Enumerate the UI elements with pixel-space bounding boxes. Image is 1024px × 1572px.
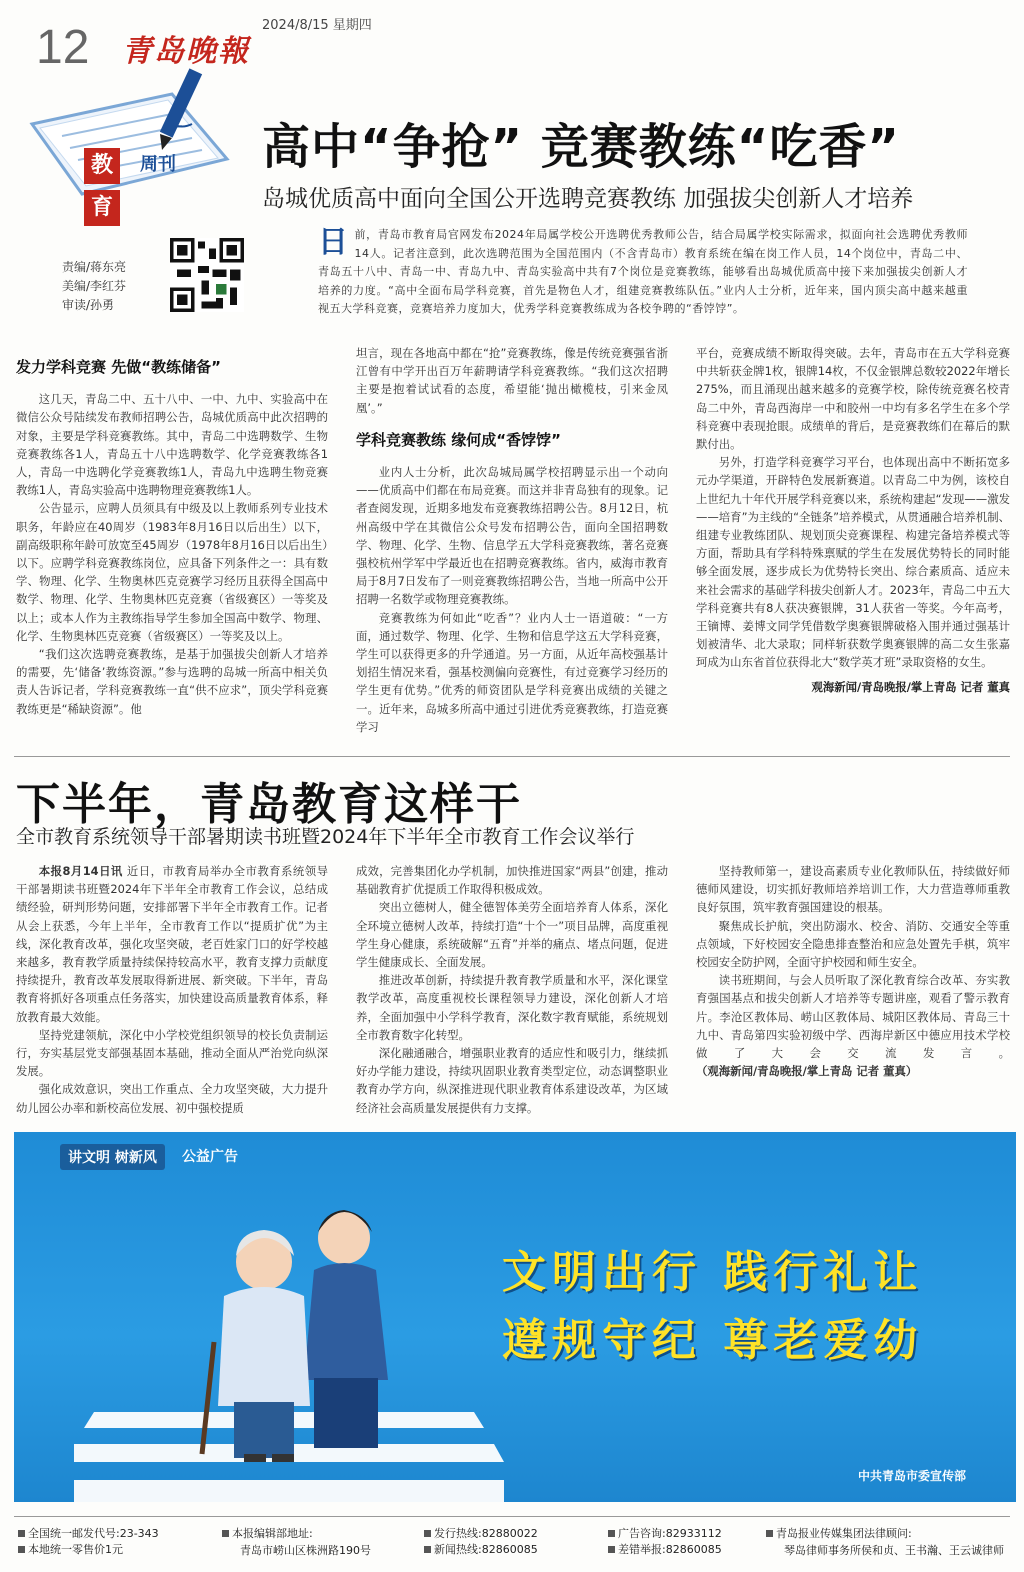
story2-column-3	[696, 862, 1010, 1080]
page-number: 12	[36, 21, 90, 74]
qr-code-icon[interactable]	[170, 238, 244, 312]
section-tag-weekly: 周刊	[140, 154, 176, 175]
story1-headline: 高中“争抢” 竞赛教练“吃香”	[262, 119, 900, 175]
paragraph: 坚持教师第一，建设高素质专业化教师队伍，持续做好师德师风建设，切实抓好教师培养培训工作，大力营造尊师重教良好氛围，筑牢教育强国建设的根基。	[696, 864, 1010, 915]
notebook-pen-illustration	[22, 64, 262, 234]
credit-editor: 责编/蒋东亮	[62, 260, 127, 274]
paragraph-text: 近日，市教育局举办全市教育系统领导干部暑期读书班暨2024年下半年全市教育工作会议，总结成绩经验，研判形势问题，安排部署下半年全市教育工作。记者从会上获悉，今年上半年，全市教育工作以“提质扩优”为主线，深化教育改革，强化攻坚突破，老百姓家门口的好学校越来越多，教育教学质量持续保持较高水平，教育支撑力贡献度持续提升，教育改革发展取得新进展、新突破。下半年，青岛教育将抓好各项重点任务落实，加快建设高质量教育体系，释放教育最大效能。	[16, 864, 328, 1024]
ad-slogan-line1: 文明出行 践行礼让	[502, 1247, 924, 1298]
footer-address-label: 本报编辑部地址:	[222, 1526, 313, 1541]
public-service-ad	[14, 1132, 1016, 1502]
credit-designer: 美编/李红芬	[62, 279, 127, 293]
paragraph: 业内人士分析，此次岛城局属学校招聘显示出一个动向——优质高中们都在布局竞赛。而这并非青岛独有的现象。记者查阅发现，近期多地发布竞赛教练招聘公告。8月12日，杭州高级中学在其微信公众号发布招聘公告，面向全国招聘数学、物理、化学、生物、信息学五大学科竞赛教练，著名竞赛强校杭州学军中学最近也在招聘竞赛教练。省内，威海市教育局于8月7日发布了一则竞赛教练招聘公告，当地一所高中公开招聘一名数学或物理竞赛教练。	[356, 465, 668, 607]
footer-error-report: 差错举报:82860085	[608, 1542, 722, 1557]
ad-type-label: 公益广告	[182, 1149, 238, 1165]
credit-proofreader: 审读/孙勇	[62, 298, 115, 312]
editor-credits	[62, 258, 126, 315]
footer-address: 青岛市崂山区株洲路190号	[240, 1544, 371, 1557]
story1-column-3	[696, 344, 1010, 696]
story1-byline: 观海新闻/青岛晚报/掌上青岛 记者 董真	[811, 679, 1010, 694]
paragraph: 强化成效意识，突出工作重点、全力攻坚突破，大力提升幼儿园公办率和新校高位发展、初中强校提质	[16, 1082, 328, 1115]
paragraph: 另外，打造学科竞赛学习平台，也体现出高中不断拓宽多元办学渠道，开辟特色发展新赛道。以青岛二中为例，该校自上世纪九十年代开展学科竞赛以来，系统构建起“发现——激发——培育”为主线的“全链条”培养模式，从贯通融合培养机制、组建专业教练团队、规划顶尖竞赛课程、构建完备培养模式等方面，帮助具有学科特殊禀赋的学生在发展优势特长的同时能够全面发展，逐步成长为优势特长突出、综合素质高、适应未来社会需求的基础学科拔尖创新人才。2023年，青岛二中五大学科竞赛共有8人获决赛银牌，31人获省一等奖。今年高考，王镝博、姜博文同学凭借数学奥赛银牌破格入围并通过强基计划被清华、北大录取；同样斩获数学奥赛银牌的高二女生张嘉珂成为山东省首位获得北大“数学英才班”录取资格的女生。	[696, 455, 1010, 670]
story2-column-2	[356, 862, 668, 1117]
story1-section2-title: 学科竞赛教练 缘何成“香饽饽”	[356, 430, 561, 449]
paragraph: 深化融通融合，增强职业教育的适应性和吸引力，继续抓好办学能力建设，持续巩固职业教育类型定位，动态调整职业教育办学方向，纵深推进现代职业教育体系建设改革，为区域经济社会高质量发展提供有力支撑。	[356, 1046, 668, 1115]
section-tag-yu: 育	[84, 190, 120, 226]
story1-subhead: 岛城优质高中面向全国公开选聘竞赛教练 加强拔尖创新人才培养	[262, 186, 914, 212]
paragraph: “我们这次选聘竞赛教练，是基于加强拔尖创新人才培养的需要，先‘储备’教练资源。”参与选聘的岛城一所高中相关负责人告诉记者，学科竞赛教练一直“供不应求”，顶尖学科竞赛教练更是“稀缺资源”。他	[16, 647, 328, 716]
story2-dateline: 本报8月14日讯	[38, 864, 123, 878]
paragraph: 公告显示，应聘人员须具有中级及以上教师系列专业技术职务，年龄应在40周岁（1983年8月16日以后出生）以下，副高级职称年龄可放宽至45周岁（1978年8月16日以后出生）以下。应聘学科竞赛教练岗位，应具备下列条件之一：具有数学、物理、化学、生物奥林匹克竞赛学习经历且获得全国高中数学、物理、化学、生物奥林匹克竞赛（省级赛区）一等奖及以上；或本人作为主教练指导学生参加全国高中数学、物理、化学、生物奥林匹克竞赛（省级赛区）一等奖及以上。	[16, 501, 328, 643]
story2-headline: 下半年，青岛教育这样干	[16, 779, 522, 830]
paragraph: 成效，完善集团化办学机制，加快推进国家“两县”创建，推动基础教育扩优提质工作取得积极成效。	[356, 864, 668, 897]
paragraph: 坚持党建领航，深化中小学校党组织领导的校长负责制运行，夯实基层党支部强基固本基础，推动全面从严治党向纵深发展。	[16, 1027, 328, 1079]
paragraph: 这几天，青岛二中、五十八中、一中、九中、实验高中在微信公众号陆续发布教师招聘公告，岛城优质高中此次招聘的对象，主要是学科竞赛教练。其中，青岛二中选聘数学、生物竞赛教练各1人，青岛五十八中选聘数学、化学竞赛教练各1人，青岛一中选聘化学竞赛教练1人，青岛九中选聘生物竞赛教练1人，青岛实验高中选聘物理竞赛教练1人。	[16, 392, 328, 498]
paper-name-logo: 青岛晚報	[122, 34, 250, 69]
paragraph: 平台，竞赛成绩不断取得突破。去年，青岛市在五大学科竞赛中共斩获金牌1枚，银牌14枚，不仅金银牌总数较2022年增长275%，而且涌现出越来越多的竞赛学校，除传统竞赛名校青岛二中外，青岛西海岸一中和胶州一中均有多名学生在多个学科竞赛中表现抢眼。成绩单的背后，是竞赛教练们在幕后的默默付出。	[696, 346, 1010, 452]
paragraph: 聚焦成长护航，突出防溺水、校舍、消防、交通安全等重点领域，下好校园安全隐患排查整治和应急处置先手棋，筑牢校园安全防护网，全面守护校园和师生安全。	[696, 918, 1010, 970]
footer-news-hotline: 新闻热线:82860085	[424, 1542, 538, 1557]
publication-date: 2024/8/15 星期四	[262, 18, 372, 33]
footer	[14, 1526, 1016, 1566]
footer-legal-counsel: 琴岛律师事务所侯和贞、王书瀚、王云诚律师	[784, 1544, 1004, 1557]
footer-distribution-hotline: 发行热线:82880022	[424, 1526, 538, 1541]
story1-lede-text: 前，青岛市教育局官网发布2024年局属学校公开选聘优秀教师公告，结合局属学校实际需求，拟面向社会选聘优秀教师14人。记者注意到，此次选聘范围为全国范围内（不含青岛市）教育系统在编在岗工作人员，14个岗位中，青岛二中、青岛五十八中、青岛一中、青岛九中、青岛实验高中共有7个岗位是竞赛教练，能够看出岛城优质高中接下来加强拔尖创新人才培养的力度。“高中全面布局学科竞赛，首先是物色人才，组建竞赛教练队伍。”业内人士分析，近年来，国内顶尖高中越来越重视五大学科竞赛，竞赛培养力度加大，优秀学科竞赛教练成为各校争聘的“香饽饽”。	[318, 228, 968, 315]
paragraph-text: 读书班期间，与会人员听取了深化教育综合改革、夯实教育强国基点和拔尖创新人才培养等专题讲座，观看了警示教育片。李沧区教体局、崂山区教体局、城阳区教体局、青岛三十九中、青岛第四实验初级中学、西海岸新区中德应用技术学校做了大会交流发言。	[696, 973, 1010, 1061]
section-divider	[14, 756, 1010, 757]
section-tag-jiao: 教	[84, 148, 120, 184]
story1-dropcap: 日	[318, 225, 349, 260]
paragraph: 坦言，现在各地高中都在“抢”竞赛教练，像是传统竞赛强省浙江曾有中学开出百万年薪聘请学科竞赛教练。“我们这次招聘主要是抱着试试看的态度，希望能‘抛出橄榄枝，引来金凤凰’。”	[356, 346, 668, 415]
footer-divider	[14, 1516, 1010, 1517]
story2-column-1	[16, 862, 328, 1117]
story1-lede	[318, 226, 968, 319]
paragraph	[696, 971, 1010, 1080]
footer-price: 本地统一零售价1元	[18, 1542, 123, 1557]
story1-column-1	[16, 356, 328, 718]
story2-byline: （观海新闻/青岛晚报/掌上青岛 记者 董真）	[696, 1064, 918, 1079]
paragraph: 突出立德树人，健全德智体美劳全面培养育人体系，深化全环境立德树人改革，持续打造“十个一”项目品牌，高度重视学生身心健康，系统破解“五育”并举的痛点、堵点问题，促进学生健康成长、全面发展。	[356, 900, 668, 970]
story2-subhead: 全市教育系统领导干部暑期读书班暨2024年下半年全市教育工作会议举行	[16, 826, 635, 848]
paragraph: 推进改革创新，持续提升教育教学质量和水平，深化课堂教学改革，高度重视校长课程领导力建设，深化创新人才培养，全面加强中小学科学教育，深化数字教育赋能，系统规划全市教育数字化转型。	[356, 973, 668, 1042]
story1-section1-title: 发力学科竞赛 先做“教练储备”	[16, 358, 221, 376]
elderly-crossing-illustration	[74, 1192, 504, 1502]
ad-sponsor: 中共青岛市委宣传部	[857, 1469, 966, 1483]
footer-legal-counsel-label: 青岛报业传媒集团法律顾问:	[766, 1526, 912, 1541]
ad-slogan-line2: 遵规守纪 尊老爱幼	[502, 1315, 924, 1366]
footer-ad-inquiry: 广告咨询:82933112	[608, 1526, 722, 1541]
paragraph: 竞赛教练为何如此“吃香”？业内人士一语道破：“一方面，通过数学、物理、化学、生物和信息学这五大学科竞赛，学生可以获得更多的升学通道。另一方面，从近年高校强基计划招生情况来看，强基校测偏向竞赛性，有过竞赛学习经历的学生更有优势。”优秀的师资团队是学科竞赛出成绩的关键之一。近年来，岛城多所高中通过引进优秀竞赛教练，打造竞赛学习	[356, 610, 668, 734]
footer-postal-code: 全国统一邮发代号:23-343	[18, 1526, 159, 1541]
ad-campaign-tag: 讲文明 树新风	[60, 1144, 165, 1170]
paragraph	[16, 862, 328, 1026]
story1-column-2	[356, 344, 668, 736]
